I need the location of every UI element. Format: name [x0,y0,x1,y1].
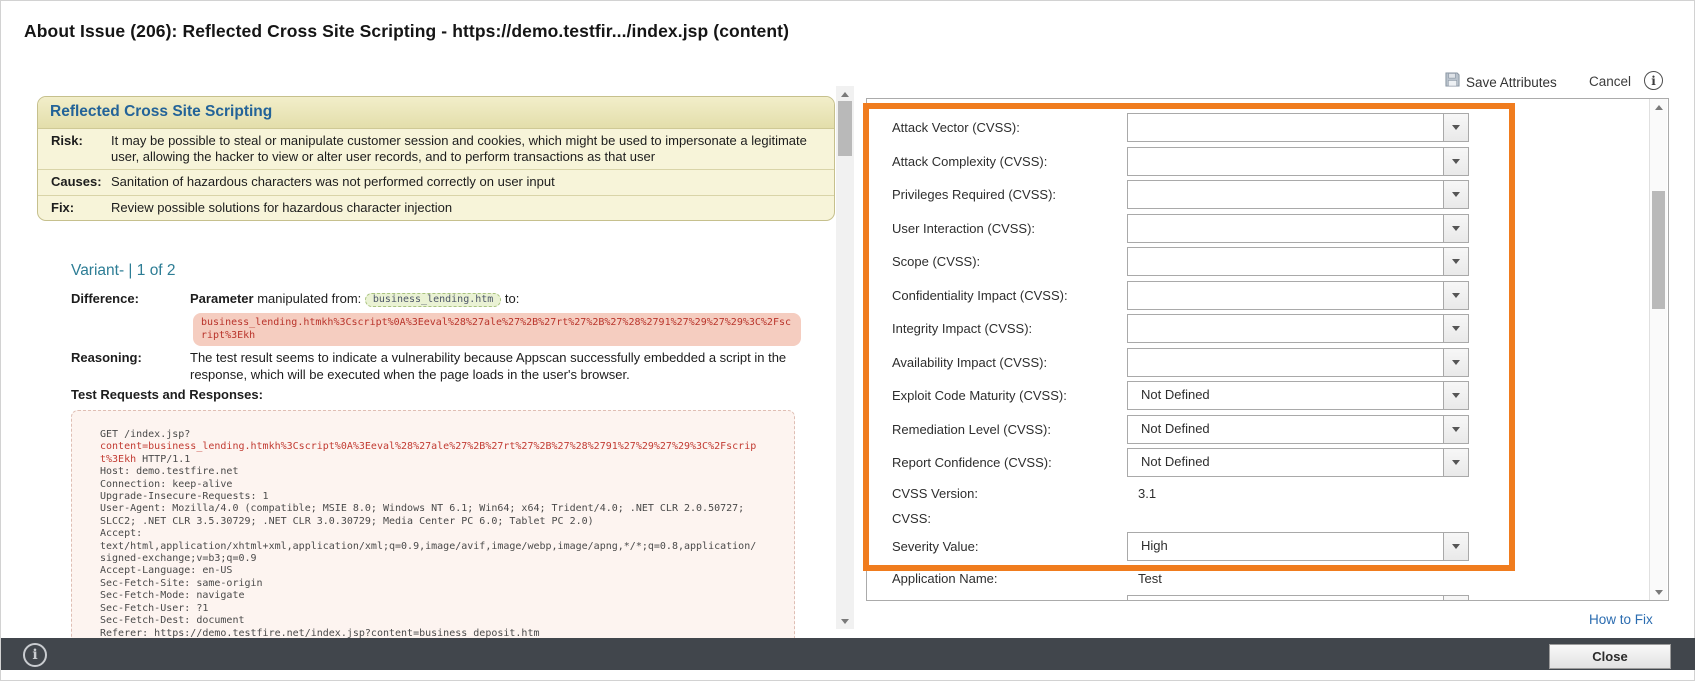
summary-row-fix [38,195,834,221]
attack-vector-cvss-select[interactable] [1127,113,1469,142]
select-value [1128,248,1443,275]
report-confidence-cvss-select[interactable] [1127,448,1469,477]
dropdown-arrow-icon[interactable] [1443,596,1468,601]
dialog-title: About Issue (206): Reflected Cross Site Scripting - https://demo.testfir.../index.jsp (content) [24,21,790,41]
http-request-text [100,429,794,638]
issue-name-heading: Reflected Cross Site Scripting [38,97,834,129]
request-line: User-Agent: Mozilla/4.0 (compatible; MSIE 8.0; Windows NT 6.1; Win64; x64; Trident/4.0; .NET CLR 2.0.50727; [100,503,745,515]
remediation-level-cvss-select[interactable] [1127,415,1469,444]
field-label: Privileges Required (CVSS): [892,187,1057,202]
field-label: Availability Impact (CVSS): [892,354,1048,370]
info-icon[interactable]: i [1644,71,1663,90]
close-button[interactable]: Close [1549,644,1671,669]
reasoning-label: Reasoning: [71,350,142,365]
save-attributes-label: Save Attributes [1466,74,1557,90]
footer-bar [1,638,1695,670]
scope-cvss-select[interactable] [1127,247,1469,276]
dropdown-arrow-icon[interactable] [1443,181,1468,208]
privileges-required-cvss-select[interactable] [1127,180,1469,209]
field-label: Scope (CVSS): [892,254,981,269]
summary-row-label: Risk: [51,133,83,148]
select-value: High [1141,538,1168,553]
issue-pane-scrollbar[interactable] [836,86,854,629]
summary-row-text: Sanitation of hazardous characters was not performed correctly on user input [111,174,555,189]
integrity-impact-cvss-select[interactable] [1127,314,1469,343]
request-line: text/html,application/xhtml+xml,application/xml;q=0.9,image/avif,image/webp,image/apng,*/*;q=0.8,application/ [100,540,757,552]
dropdown-arrow-icon[interactable] [1443,315,1468,342]
exploit-code-maturity-cvss-select[interactable] [1127,381,1469,410]
how-to-fix-link[interactable]: How to Fix [1589,612,1653,627]
summary-row-text: It may be possible to steal or manipulate customer session and cookies, which might be used to impersonate a legitimate user, allowing the hacker to view or alter user records, and to perform transactions as that user [111,133,807,164]
request-line: Sec-Fetch-User: ?1 [100,602,209,614]
scroll-up-icon[interactable] [1650,99,1667,115]
dropdown-arrow-icon[interactable] [1443,416,1468,443]
severity-value-select[interactable] [1127,532,1469,561]
extra-select[interactable] [1127,595,1469,601]
issue-summary-rows [38,129,834,220]
confidentiality-impact-cvss-select[interactable] [1127,281,1469,310]
summary-row-risk [38,129,834,169]
field-label: Attack Complexity (CVSS): [892,153,1048,169]
dropdown-arrow-icon[interactable] [1443,114,1468,141]
scroll-up-icon[interactable] [836,86,854,102]
field-label: Confidentiality Impact (CVSS): [892,287,1068,303]
request-line: Sec-Fetch-Site: same-origin [100,577,263,589]
field-label: Report Confidence (CVSS): [892,455,1052,470]
select-value [1128,215,1443,242]
dropdown-arrow-icon[interactable] [1443,148,1468,175]
field-label: CVSS: [892,511,932,526]
field-label: Exploit Code Maturity (CVSS): [892,388,1067,403]
select-value [1128,349,1443,376]
request-line: signed-exchange;v=b3;q=0.9 [100,553,257,565]
summary-row-text: Review possible solutions for hazardous character injection [111,199,453,215]
select-value [1128,282,1443,309]
select-value: Not Defined [1141,387,1210,402]
dropdown-arrow-icon[interactable] [1443,382,1468,409]
request-line: SLCC2; .NET CLR 3.5.30729; .NET CLR 3.0.30729; Media Center PC 6.0; Tablet PC 2.0) [100,515,594,527]
field-label: Application Name: [892,571,998,586]
field-label: Attack Vector (CVSS): [892,120,1020,135]
save-icon [1445,72,1460,92]
manipulated-parameter-chip: business_lending.htmkh%3Cscript%0A%3Eeval%28%27ale%27%2B%27rt%27%2B%27%28%2791%27%29%27%29%3C%2Fscript%3Ekh [193,313,801,346]
field-label: Remediation Level (CVSS): [892,421,1051,437]
test-requests-heading: Test Requests and Responses: [71,387,263,402]
user-interaction-cvss-select[interactable] [1127,214,1469,243]
select-value [1128,315,1443,342]
cancel-button[interactable]: Cancel [1589,74,1632,89]
select-value: Not Defined [1141,454,1210,469]
select-value [1128,596,1443,601]
reasoning-text: The test result seems to indicate a vulnerability because Appscan successfully embedded a script in the response, which will be executed when the page loads in the user's browser. [190,350,787,382]
select-value [1128,148,1443,175]
request-line: GET /index.jsp? [100,429,191,440]
variant-title: Variant- | 1 of 2 [71,262,176,279]
field-value: Test [1138,571,1162,586]
attributes-form [866,98,1669,601]
field-label: CVSS Version: [892,486,978,501]
original-parameter-chip: business_lending.htm [365,293,501,307]
dropdown-arrow-icon[interactable] [1443,215,1468,242]
difference-label: Difference: [71,291,139,306]
request-line: Upgrade-Insecure-Requests: 1 [100,491,269,503]
summary-row-label: Fix: [51,199,75,215]
request-line: Referer: https://demo.testfire.net/index.jsp?content=business_deposit.htm [100,627,540,638]
dropdown-arrow-icon[interactable] [1443,533,1468,560]
issue-details-pane [21,61,853,638]
select-value [1128,114,1443,141]
attributes-scrollbar[interactable] [1649,99,1667,600]
scroll-down-icon[interactable] [1650,584,1667,600]
select-value [1128,181,1443,208]
dropdown-arrow-icon[interactable] [1443,248,1468,275]
request-line: Connection: keep-alive [100,478,233,490]
scrollbar-thumb[interactable] [1652,191,1665,309]
difference-line: Parameter manipulated from: business_lending.htm to: [190,291,520,306]
availability-impact-cvss-select[interactable] [1127,348,1469,377]
scrollbar-thumb[interactable] [838,101,852,156]
issue-summary-card [37,96,835,221]
request-line: Sec-Fetch-Mode: navigate [100,590,245,602]
request-line: Accept-Language: en-US [100,565,233,577]
request-line: Sec-Fetch-Dest: document [100,615,245,627]
dropdown-arrow-icon[interactable] [1443,282,1468,309]
summary-row-label: Causes: [51,174,102,189]
request-line: content=business_lending.htmkh%3Cscript%0A%3Eeval%28%27ale%27%2B%27rt%27%2B%27%28%2791%27%29%27%29%3C%2Fscrip [100,441,757,453]
attack-complexity-cvss-select[interactable] [1127,147,1469,176]
dropdown-arrow-icon[interactable] [1443,349,1468,376]
dropdown-arrow-icon[interactable] [1443,449,1468,476]
select-value: Not Defined [1141,420,1210,436]
request-line: Accept: [100,528,143,540]
info-icon[interactable]: i [23,643,47,667]
request-line: Host: demo.testfire.net [100,466,239,478]
http-request-box [71,410,795,638]
save-attributes-button[interactable] [1445,71,1557,93]
field-value: 3.1 [1138,486,1157,501]
field-label: Severity Value: [892,539,979,554]
scroll-down-icon[interactable] [836,613,854,629]
request-line: t%3Ekh HTTP/1.1 [100,453,191,465]
field-label: User Interaction (CVSS): [892,220,1036,236]
difference-param: Parameter [190,291,254,306]
summary-row-causes [38,169,834,195]
field-label: Integrity Impact (CVSS): [892,321,1033,336]
